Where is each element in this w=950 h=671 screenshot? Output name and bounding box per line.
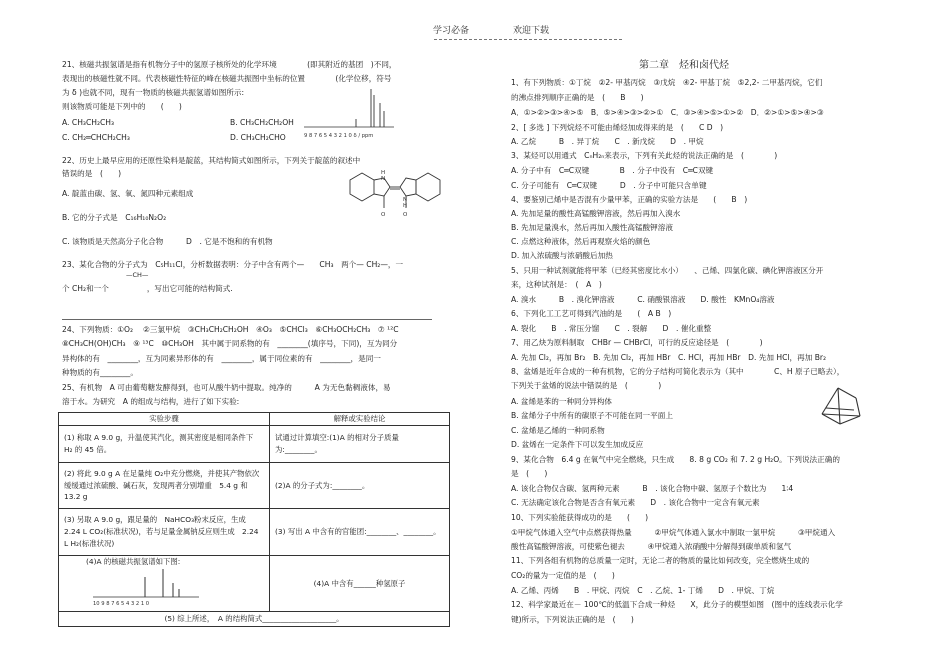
r-line-33: 11、下列各组有机物的总质量一定时，无论二者的物质的量比如何改变，完全燃烧生成的 [511,556,810,565]
r-line-12: D. 加入浓硫酸与浓硝酸后加热 [511,251,613,260]
r-line-34: CO₂的量为一定值的是 ( ) [511,571,615,580]
r-line-8: 4、要鉴别己烯中是否混有少量甲苯，正确的实验方法是 ( B ) [511,195,748,204]
r-line-7: C. 分子可能有 C═C双键 D . 分子中可能只含单键 [511,181,707,190]
r-line-10: B. 先加足量溴水，然后再加入酸性高锰酸钾溶液 [511,223,673,232]
nmr-axis-25: 10 9 8 7 6 5 4 3 2 1 0 [93,601,150,608]
r-line-36: 12、科学家最近在－ 100℃的低温下合成一种烃 X，此分子的模型如图 (图中的连线表示化学 [511,600,843,609]
table-row2-result: (2)A 的分子式为:________。 [270,463,450,509]
r-line-35: A. 乙烯、丙烯 B . 甲烷、丙烷 C . 乙烷、1- 丁烯 D . 甲烷、丁烷 [511,586,775,595]
q21-line2: 表现出的核磁性就不同。代表核磁性特征的峰在核磁共振图中坐标的位置 (化学位移，符号 [62,74,392,83]
q23-line2: 个 CH₂和一个 ，写出它可能的结构简式. [62,284,233,293]
svg-text:O: O [403,212,408,218]
nmr-axis-21: 9 8 7 6 5 4 3 2 1 0 δ / ppm [304,133,374,139]
r-line-17: A. 裂化 B . 常压分馏 C . 裂解 D . 催化重整 [511,324,712,333]
r-line-18: 7、用乙炔为原料制取 CHBr — CHBrCl，可行的反应途径是 ( ) [511,338,763,347]
r-line-21: 下列关于盆烯的说法中错误的是 ( ) [511,381,662,390]
q24-line1: 24、下列物质：①O₂ ②三氯甲烷 ③CH₃CH₂CH₂OH ④O₃ ⑤CHCl₃ ⑥CH₃OCH₂CH₃ ⑦ ¹²C [62,325,399,334]
table-row1-step: (1) 称取 A 9.0 g，升温使其汽化，测其密度是相同条件下 H₂ 的 45 倍。 [59,426,270,463]
q21-option-c: C. CH₂═CHCH₂CH₃ [62,133,130,142]
table-row5: (5) 综上所述， A 的结构简式____________________。 [59,612,450,627]
r-line-26: 9、某化合物 6.4 g 在氧气中完全燃烧，只生成 8. 8 g CO₂ 和 7. 2 g H₂O。下列说法正确的 [511,455,840,464]
r-line-29: C. 无法确定该化合物是否含有氧元素 D . 该化合物中一定含有氧元素 [511,498,760,507]
table-head-steps: 实验步骤 [59,413,270,426]
svg-text:H: H [381,170,386,176]
q21-option-b: B. CH₃CH₂CH₂OH [230,118,294,127]
table-head-conclusions: 解释或实验结论 [270,413,450,426]
q21-option-d: D. CH₃CH₂CHO [230,133,286,142]
table-row3-result: (3) 写出 A 中含有的官能团:________、________。 [270,509,450,556]
r-line-24: C. 盆烯是乙烯的一种同系物 [511,426,605,435]
svg-text:H: H [403,203,408,209]
r-line-4: A. 乙烷 B . 异丁烷 C . 新戊烷 D . 甲烷 [511,137,704,146]
table-row4-result: (4)A 中含有______种氢原子 [270,556,450,612]
r-line-20: 8、盆烯是近年合成的一种有机物，它的分子结构可简化表示为（其中 C、H 原子已略去）， [511,367,845,376]
q21-line3: 为 δ )也就不同，现有一物质的核磁共振氢谱如图所示: [62,88,245,97]
r-line-13: 5、只用一种试剂就能将甲苯（已经其密度比水小） 、己烯、四氯化碳、碘化钾溶液区分开 [511,266,824,275]
q24-line3: 异构体的有 ________，互为同素异形体的有 ________，属于同位素的有 ________，是同一 [62,354,381,363]
r-line-16: 6、下列化工工艺可得到汽油的是 ( A B ) [511,309,672,318]
r-line-27: 是 ( ) [511,469,548,478]
r-line-37: 键)所示，下列说法正确的是 ( ) [511,615,634,624]
benzvalene-structure [812,380,872,432]
r-line-30: 10、下列实验能获得成功的是 ( ) [511,513,649,522]
svg-text:O: O [381,212,386,218]
r-line-3: 2、[ 多选 ] 下列烷烃不可能由烯烃加成得来的是 ( C D ) [511,123,724,132]
header-left: 学习必备 [433,26,470,36]
r-line-22: A. 盆烯是苯的一种同分异构体 [511,397,613,406]
q21-line4: 则该物质可能是下列中的 ( ) [62,102,182,111]
table-row4-label: (4)A 的核磁共振氢谱如下图: [86,557,181,566]
r-line-14: 来，这种试剂是： ( A ) [511,280,602,289]
r-line-23: B. 盆烯分子中所有的碳原子不可能在同一平面上 [511,411,673,420]
r-line-19: A. 先加 Cl₂，再加 Br₂ B. 先加 Cl₂，再加 HBr C. HCl，再加 HBr D. 先加 HCl，再加 Br₂ [511,353,827,362]
q21-line1: 21、核磁共振氢谱是指有机物分子中的氢原子核所处的化学环境 (即其附近的基团 )不同， [62,60,397,69]
q22-option-cd: C. 该物质是天然高分子化合物 D . 它是不饱和的有机物 [62,237,273,246]
r-line-15: A. 溴水 B . 溴化钾溶液 C. 硝酸银溶液 D. 酸性 KMnO₄溶液 [511,295,775,304]
svg-text:N: N [403,197,408,203]
r-line-6: A. 分子中有 C═C双键 B . 分子中没有 C═C双键 [511,166,714,175]
r-line-11: C. 点燃这种液体，然后再观察火焰的颜色 [511,237,651,246]
q21-option-a: A. CH₃CH₂CH₃ [62,118,115,127]
q22-line2: 错误的是 ( ) [62,169,122,178]
r-line-31: ①甲烷气体通入空气中点燃获得热量 ②甲烷气体通入氯水中制取一氯甲烷 ③甲烷通入 [511,528,836,537]
q23-line1: 23、某化合物的分子式为 C₅H₁₁Cl，分析数据表明：分子中含有两个— CH₃ 两个— CH₂—，一 [62,260,404,269]
r-line-0: 1、有下列物质：①丁烷 ②2- 甲基丙烷 ③戊烷 ④2- 甲基丁烷 ⑤2,2- 二甲基丙烷，它们 [511,78,823,87]
q24-line2: ⑧CH₃CH(OH)CH₃ ⑨ ¹³C ⑩CH₃OH 其中属于同系物的有 ________(填序号，下同)，互为同分 [62,339,398,348]
q22-option-b: B. 它的分子式是 C₁₆H₁₀N₂O₂ [62,213,167,222]
r-line-32: 酸性高锰酸钾溶液，可使紫色褪去 ④甲烷通入浓硝酸中分解得到碳单质和氢气 [511,542,792,551]
r-line-1: 的沸点排列顺序正确的是 ( B ) [511,93,644,102]
table-row2-step: (2) 将此 9.0 g A 在足量纯 O₂中充分燃烧，并使其产物依次缓缓通过浓硫酸、碱石灰，发现两者分别增重 5.4 g 和 13.2 g [59,463,270,509]
q25-line2: 溶于水。为研究 A 的组成与结构，进行了如下实验: [62,397,240,406]
r-line-28: A. 该化合物仅含碳、氢两种元素 B . 该化合物中碳、氢原子个数比为 1∶4 [511,484,794,493]
chapter-title: 第二章 烃和卤代烃 [639,60,729,71]
q24-line4: 种物质的有________。 [62,368,138,377]
q25-line1: 25、有机物 A 可由葡萄糖发酵得到，也可从酸牛奶中提取。纯净的 A 为无色黏稠液体，易 [62,383,391,392]
r-line-2: A．①>②>③>④>⑤ B．⑤>④>③>②>① C．③>④>⑤>①>② D．②>①>⑤>④>③ [511,108,824,117]
q22-line1: 22、历史上最早应用的还原性染料是靛蓝，其结构简式如图所示，下列关于靛蓝的叙述中 [62,156,361,165]
q23-ch-group: —CH— [126,271,149,279]
q22-option-a: A. 靛蓝由碳、氢、氧、氮四种元素组成 [62,189,194,198]
r-line-5: 3、某烃可以用通式 CₙH₂ₙ来表示，下列有关此烃的说法正确的是 ( ) [511,151,778,160]
table-row3-step: (3) 另取 A 9.0 g，跟足量的 NaHCO₃粉末反应，生成 2.24 L CO₂(标准状况)，若与足量金属钠反应则生成 2.24 L H₂(标准状况) [59,509,270,556]
svg-text:N: N [381,176,386,182]
r-line-25: D. 盆烯在一定条件下可以发生加成反应 [511,440,644,449]
r-line-9: A. 先加足量的酸性高锰酸钾溶液，然后再加入溴水 [511,209,681,218]
table-row1-result: 试通过计算填空:(1)A 的相对分子质量为:________。 [270,426,450,463]
header-right: 欢迎下载 [513,26,550,36]
